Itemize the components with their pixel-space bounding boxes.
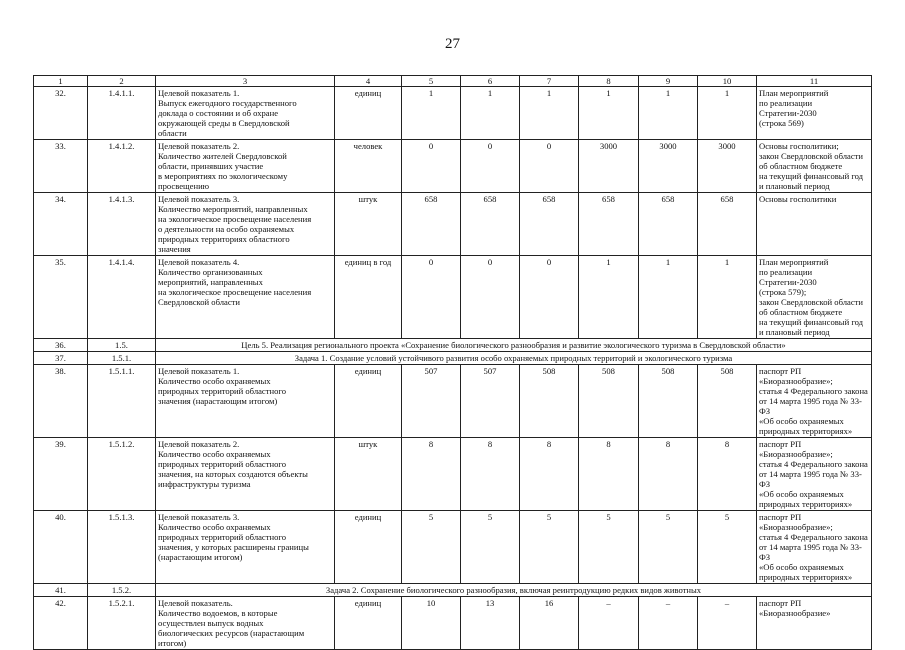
indicator-value: 1 (579, 87, 639, 140)
indicator-value: – (698, 597, 757, 650)
column-number-header: 1 (34, 76, 88, 87)
indicator-value: 507 (402, 365, 461, 438)
indicator-name: Целевой показатель 2. Количество жителей Свердловской области, принявших участие в мероприятиях по экологическому просвещению (156, 140, 335, 193)
indicator-value: 8 (520, 438, 579, 511)
column-number-header: 10 (698, 76, 757, 87)
source-reference: План мероприятий по реализации Стратегии-2030 (строка 579); закон Свердловской области об областном бюджете на текущий финансовый год и плановый период (757, 256, 872, 339)
indicator-value: 5 (520, 511, 579, 584)
indicator-value: 508 (639, 365, 698, 438)
indicator-name: Целевой показатель 1. Количество особо охраняемых природных территорий областного значения (нарастающим итогом) (156, 365, 335, 438)
row-code: 1.4.1.2. (88, 140, 156, 193)
indicator-value: – (579, 597, 639, 650)
column-number-header: 8 (579, 76, 639, 87)
indicator-value: 658 (402, 193, 461, 256)
indicator-value: 508 (579, 365, 639, 438)
indicator-value: 1 (461, 87, 520, 140)
indicator-value: 3000 (579, 140, 639, 193)
indicator-value: 8 (461, 438, 520, 511)
indicator-name: Целевой показатель 4. Количество организованных мероприятий, направленных на экологическое просвещение населения Свердловской области (156, 256, 335, 339)
indicator-name: Целевой показатель. Количество водоемов, в которые осуществлен выпуск водных биологических ресурсов (нарастающим итогом) (156, 597, 335, 650)
row-code: 1.5.1. (88, 352, 156, 365)
indicator-value: – (639, 597, 698, 650)
indicator-value: 8 (639, 438, 698, 511)
row-number: 42. (34, 597, 88, 650)
row-number: 33. (34, 140, 88, 193)
section-row (34, 584, 872, 597)
indicator-value: 5 (579, 511, 639, 584)
row-code: 1.4.1.1. (88, 87, 156, 140)
table-row (34, 193, 872, 256)
row-code: 1.4.1.4. (88, 256, 156, 339)
indicator-value: 5 (639, 511, 698, 584)
indicator-value: 0 (461, 140, 520, 193)
source-reference: паспорт РП «Биоразнообразие» (757, 597, 872, 650)
indicator-value: 0 (402, 256, 461, 339)
section-row (34, 352, 872, 365)
indicator-name: Целевой показатель 1. Выпуск ежегодного государственного доклада о состоянии и об охране окружающей среды в Свердловской области (156, 87, 335, 140)
unit-of-measure: единиц (335, 87, 402, 140)
row-number: 41. (34, 584, 88, 597)
indicator-name: Целевой показатель 3. Количество особо охраняемых природных территорий областного значения, у которых расширены границы (нарастающим итогом) (156, 511, 335, 584)
indicator-value: 1 (698, 256, 757, 339)
table-row (34, 140, 872, 193)
table-row (34, 365, 872, 438)
section-row (34, 339, 872, 352)
indicator-value: 1 (402, 87, 461, 140)
indicator-value: 508 (698, 365, 757, 438)
section-title: Задача 1. Создание условий устойчивого развития особо охраняемых природных территорий и экологического туризма (156, 352, 872, 365)
column-number-header: 3 (156, 76, 335, 87)
indicator-value: 0 (520, 256, 579, 339)
row-number: 34. (34, 193, 88, 256)
column-number-header: 2 (88, 76, 156, 87)
section-title: Задача 2. Сохранение биологического разнообразия, включая реинтродукцию редких видов животных (156, 584, 872, 597)
indicator-value: 13 (461, 597, 520, 650)
column-number-row (34, 76, 872, 87)
row-number: 35. (34, 256, 88, 339)
row-code: 1.4.1.3. (88, 193, 156, 256)
indicator-value: 8 (402, 438, 461, 511)
indicator-value: 658 (579, 193, 639, 256)
indicator-value: 658 (639, 193, 698, 256)
row-code: 1.5.2.1. (88, 597, 156, 650)
indicator-value: 0 (402, 140, 461, 193)
column-number-header: 4 (335, 76, 402, 87)
row-code: 1.5.1.2. (88, 438, 156, 511)
indicator-value: 508 (520, 365, 579, 438)
unit-of-measure: единиц (335, 511, 402, 584)
indicator-value: 658 (461, 193, 520, 256)
table-row (34, 597, 872, 650)
indicator-value: 5 (402, 511, 461, 584)
column-number-header: 9 (639, 76, 698, 87)
row-code: 1.5.1.3. (88, 511, 156, 584)
row-code: 1.5. (88, 339, 156, 352)
table-row (34, 511, 872, 584)
source-reference: паспорт РП «Биоразнообразие»; статья 4 Федерального закона от 14 марта 1995 года № 33-ФЗ «Об особо охраняемых природных территориях» (757, 511, 872, 584)
unit-of-measure: штук (335, 193, 402, 256)
indicator-value: 507 (461, 365, 520, 438)
column-number-header: 5 (402, 76, 461, 87)
source-reference: План мероприятий по реализации Стратегии-2030 (строка 569) (757, 87, 872, 140)
row-number: 38. (34, 365, 88, 438)
indicator-value: 16 (520, 597, 579, 650)
indicator-value: 3000 (698, 140, 757, 193)
section-title: Цель 5. Реализация регионального проекта «Сохранение биологического разнообразия и развитие экологического туризма в Свердловской области» (156, 339, 872, 352)
indicator-value: 3000 (639, 140, 698, 193)
source-reference: паспорт РП «Биоразнообразие»; статья 4 Федерального закона от 14 марта 1995 года № 33-ФЗ «Об особо охраняемых природных территориях» (757, 438, 872, 511)
table-row (34, 256, 872, 339)
indicator-name: Целевой показатель 3. Количество мероприятий, направленных на экологическое просвещение населения о деятельности на особо охраняемых природных территориях областного значения (156, 193, 335, 256)
unit-of-measure: человек (335, 140, 402, 193)
indicator-name: Целевой показатель 2. Количество особо охраняемых природных территорий областного значения, на которых создаются объекты инфраструктуры туризма (156, 438, 335, 511)
unit-of-measure: единиц (335, 365, 402, 438)
row-code: 1.5.2. (88, 584, 156, 597)
indicator-value: 658 (698, 193, 757, 256)
indicator-value: 8 (579, 438, 639, 511)
row-code: 1.5.1.1. (88, 365, 156, 438)
indicator-value: 1 (579, 256, 639, 339)
indicator-value: 8 (698, 438, 757, 511)
table-row (34, 87, 872, 140)
indicator-value: 0 (461, 256, 520, 339)
indicator-value: 1 (520, 87, 579, 140)
unit-of-measure: единиц в год (335, 256, 402, 339)
row-number: 39. (34, 438, 88, 511)
source-reference: паспорт РП «Биоразнообразие»; статья 4 Федерального закона от 14 марта 1995 года № 33-ФЗ «Об особо охраняемых природных территориях» (757, 365, 872, 438)
row-number: 40. (34, 511, 88, 584)
column-number-header: 6 (461, 76, 520, 87)
row-number: 32. (34, 87, 88, 140)
unit-of-measure: единиц (335, 597, 402, 650)
indicator-value: 1 (639, 87, 698, 140)
row-number: 37. (34, 352, 88, 365)
indicator-value: 1 (698, 87, 757, 140)
table-row (34, 438, 872, 511)
unit-of-measure: штук (335, 438, 402, 511)
indicator-value: 658 (520, 193, 579, 256)
indicator-value: 1 (639, 256, 698, 339)
column-number-header: 11 (757, 76, 872, 87)
indicator-value: 5 (698, 511, 757, 584)
indicator-value: 10 (402, 597, 461, 650)
page-number: 27 (445, 36, 460, 52)
indicator-value: 0 (520, 140, 579, 193)
row-number: 36. (34, 339, 88, 352)
indicator-value: 5 (461, 511, 520, 584)
source-reference: Основы госполитики (757, 193, 872, 256)
indicators-table (33, 75, 872, 650)
source-reference: Основы госполитики; закон Свердловской области об областном бюджете на текущий финансовый год и плановый период (757, 140, 872, 193)
column-number-header: 7 (520, 76, 579, 87)
